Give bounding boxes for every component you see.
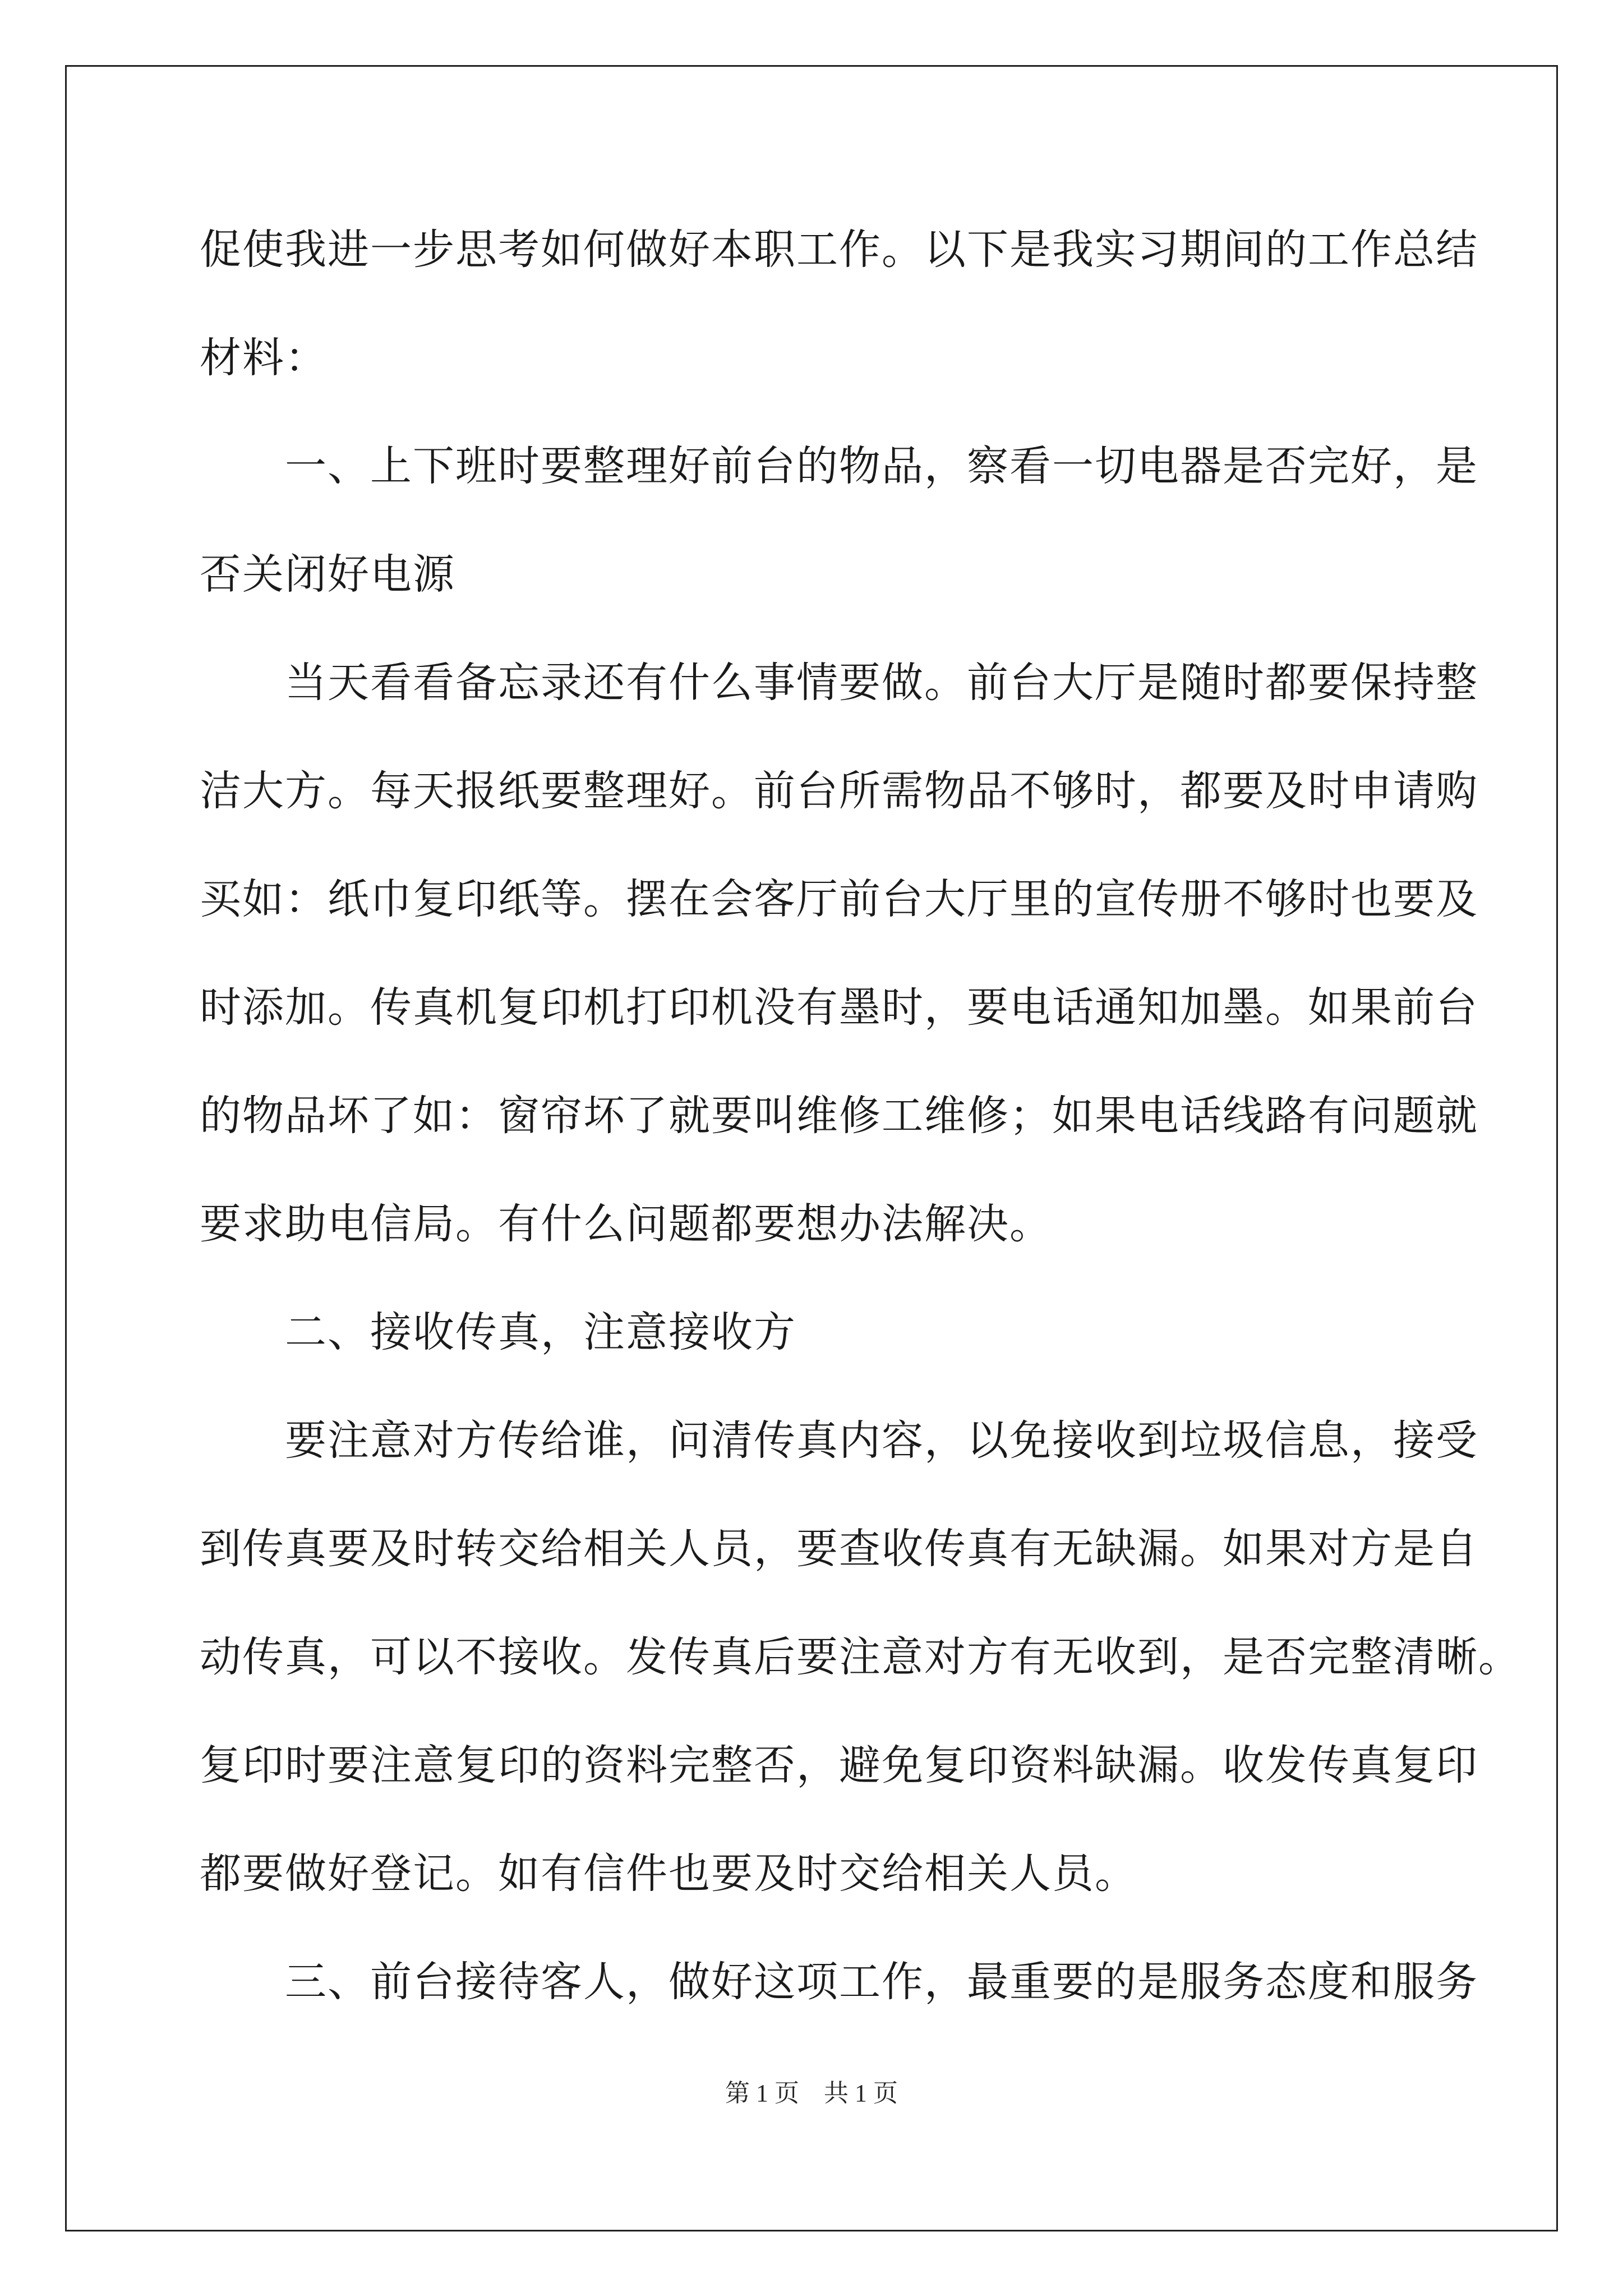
text-line-17: 三、前台接待客人，做好这项工作，最重要的是服务态度和服务 [200, 1958, 1478, 2006]
text-line-13: 到传真要及时转交给相关人员，要查收传真有无缺漏。如果对方是自 [200, 1525, 1478, 1573]
text-line-4: 否关闭好电源 [200, 550, 455, 599]
text-line-5: 当天看看备忘录还有什么事情要做。前台大厅是随时都要保持整 [200, 659, 1478, 707]
page-number-footer: 第 1 页 共 1 页 [725, 2079, 898, 2107]
text-line-11: 二、接收传真，注意接收方 [200, 1308, 796, 1356]
text-line-10: 要求助电信局。有什么问题都要想办法解决。 [200, 1200, 1052, 1248]
text-line-1: 促使我进一步思考如何做好本职工作。以下是我实习期间的工作总结 [200, 226, 1478, 274]
text-line-2: 材料： [200, 334, 328, 382]
text-line-16: 都要做好登记。如有信件也要及时交给相关人员。 [200, 1849, 1137, 1898]
text-line-15: 复印时要注意复印的资料完整否，避免复印资料缺漏。收发传真复印 [200, 1741, 1478, 1789]
text-line-14: 动传真，可以不接收。发传真后要注意对方有无收到，是否完整清晰。 [200, 1633, 1521, 1681]
text-line-12: 要注意对方传给谁，问清传真内容，以免接收到垃圾信息，接受 [200, 1416, 1478, 1465]
text-line-7: 买如：纸巾复印纸等。摆在会客厅前台大厅里的宣传册不够时也要及 [200, 875, 1478, 923]
text-line-6: 洁大方。每天报纸要整理好。前台所需物品不够时，都要及时申请购 [200, 767, 1478, 815]
text-line-8: 时添加。传真机复印机打印机没有墨时，要电话通知加墨。如果前台 [200, 983, 1478, 1032]
text-line-3: 一、上下班时要整理好前台的物品，察看一切电器是否完好，是 [200, 442, 1478, 490]
text-line-9: 的物品坏了如：窗帘坏了就要叫维修工维修；如果电话线路有问题就 [200, 1092, 1478, 1140]
